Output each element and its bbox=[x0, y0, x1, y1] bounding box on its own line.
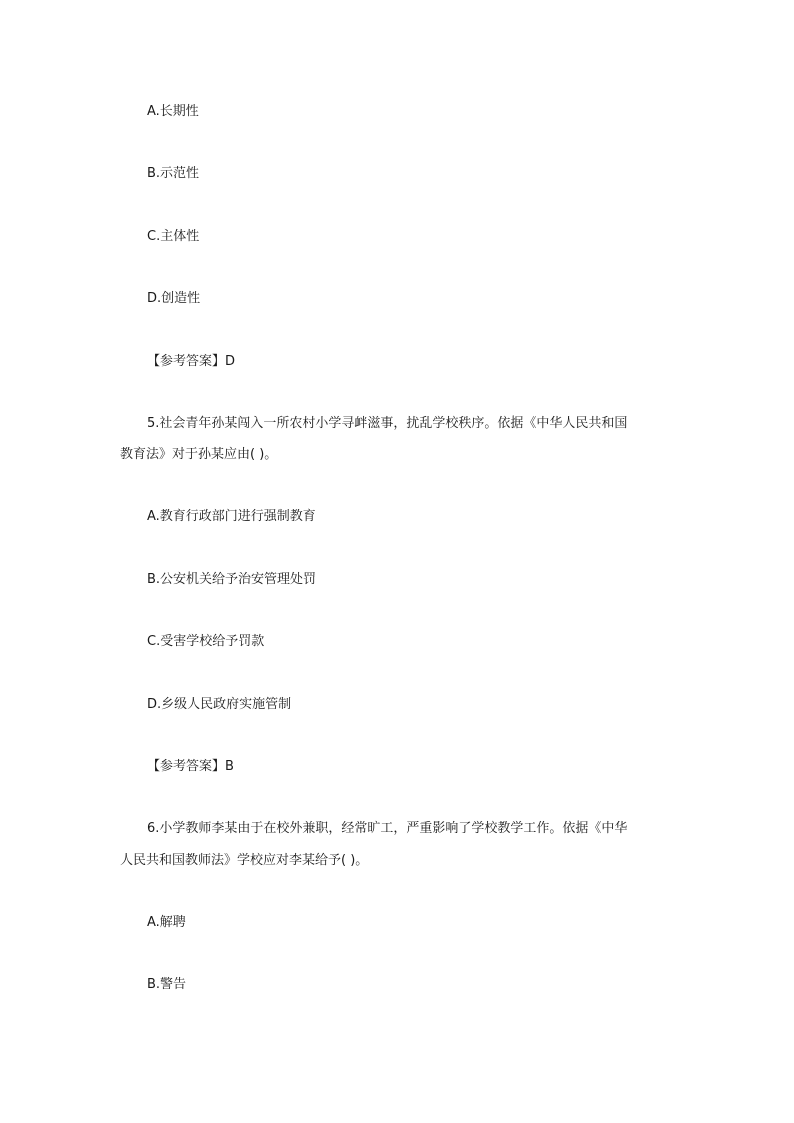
q6-option-b: B.警告 bbox=[147, 977, 187, 992]
q5-option-a: A.教育行政部门进行强制教育 bbox=[147, 509, 316, 524]
q4-option-d: D.创造性 bbox=[147, 291, 201, 306]
q4-answer: 【参考答案】D bbox=[147, 354, 236, 369]
q4-option-c: C.主体性 bbox=[147, 229, 200, 244]
q5-option-c: C.受害学校给予罚款 bbox=[147, 634, 265, 649]
q4-option-b: B.示范性 bbox=[147, 166, 200, 181]
q5-answer: 【参考答案】B bbox=[147, 759, 234, 774]
q4-option-a: A.长期性 bbox=[147, 104, 199, 119]
q6-stem-line2: 人民共和国教师法》学校应对李某给予( )。 bbox=[120, 853, 369, 868]
q5-stem-line2: 教育法》对于孙某应由( )。 bbox=[120, 447, 278, 462]
q6-stem-line1: 6.小学教师李某由于在校外兼职，经常旷工，严重影响了学校教学工作。依据《中华 bbox=[147, 821, 628, 836]
q6-option-a: A.解聘 bbox=[147, 915, 186, 930]
q5-option-b: B.公安机关给予治安管理处罚 bbox=[147, 572, 317, 587]
q5-stem-line1: 5.社会青年孙某闯入一所农村小学寻衅滋事，扰乱学校秩序。依据《中华人民共和国 bbox=[147, 416, 628, 431]
q5-option-d: D.乡级人民政府实施管制 bbox=[147, 697, 292, 712]
